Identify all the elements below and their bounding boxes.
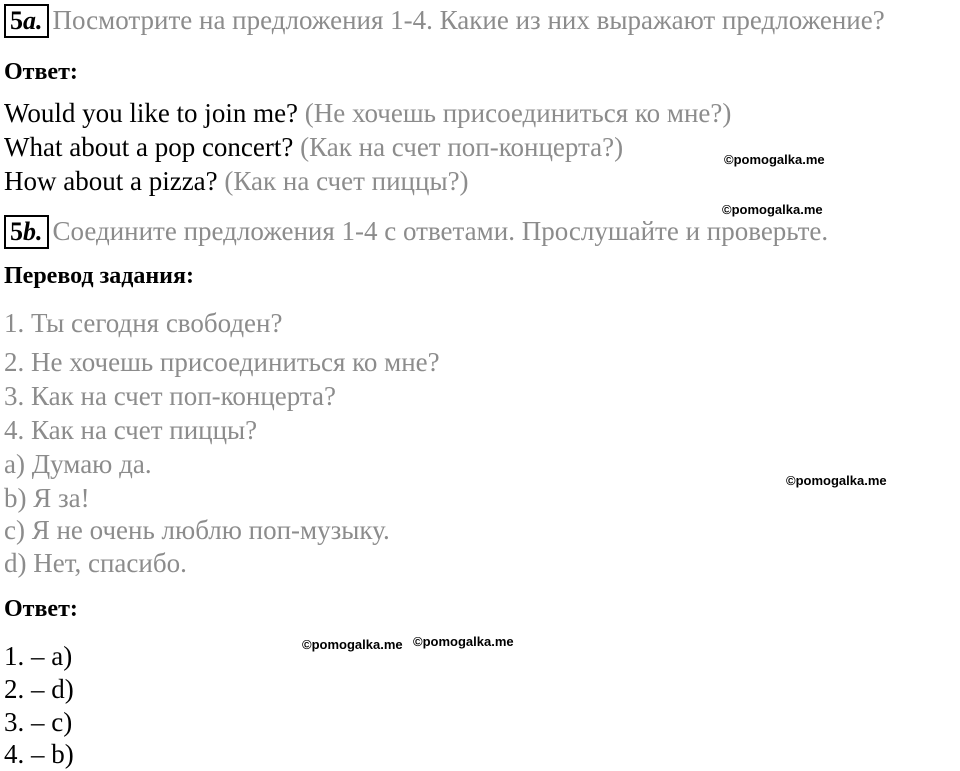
list-item: b) Я за!: [4, 483, 90, 513]
answer-item: 1. – a): [4, 641, 73, 671]
task-text-5b: Соедините предложения 1-4 с ответами. Прослушайте и проверьте.: [52, 216, 829, 246]
answer-line-3: How about a pizza? (Как на счет пиццы?): [4, 166, 469, 196]
answer-line-2: What about a pop concert? (Как на счет поп-концерта?): [4, 132, 624, 162]
watermark: ©pomogalka.me: [722, 202, 823, 217]
answer-line-1: Would you like to join me? (Не хочешь присоединиться ко мне?): [4, 98, 732, 128]
answer-item: 2. – d): [4, 674, 74, 704]
answer-item: 4. – b): [4, 739, 74, 769]
list-item: 1. Ты сегодня свободен?: [4, 308, 283, 338]
answer-label-5b: Ответ:: [4, 596, 78, 622]
watermark: ©pomogalka.me: [302, 637, 403, 652]
list-item: c) Я не очень люблю поп-музыку.: [4, 515, 390, 545]
task-text-5a: Посмотрите на предложения 1-4. Какие из них выражают предложение?: [52, 5, 885, 35]
list-item: 2. Не хочешь присоединиться ко мне?: [4, 347, 440, 377]
task-5a: [4, 4, 885, 38]
list-item: 4. Как на счет пиццы?: [4, 415, 258, 445]
answer-label-5a: Ответ:: [4, 59, 78, 85]
watermark: ©pomogalka.me: [413, 634, 514, 649]
task-label-5a: 5a.: [4, 4, 49, 38]
task-label-5b: 5b.: [4, 215, 49, 249]
answer-item: 3. – c): [4, 707, 73, 737]
translation-label: Перевод задания:: [4, 263, 194, 289]
list-item: a) Думаю да.: [4, 449, 152, 479]
list-item: d) Нет, спасибо.: [4, 548, 187, 578]
watermark: ©pomogalka.me: [786, 473, 887, 488]
task-5b: [4, 215, 828, 249]
list-item: 3. Как на счет поп-концерта?: [4, 381, 337, 411]
watermark: ©pomogalka.me: [724, 152, 825, 167]
